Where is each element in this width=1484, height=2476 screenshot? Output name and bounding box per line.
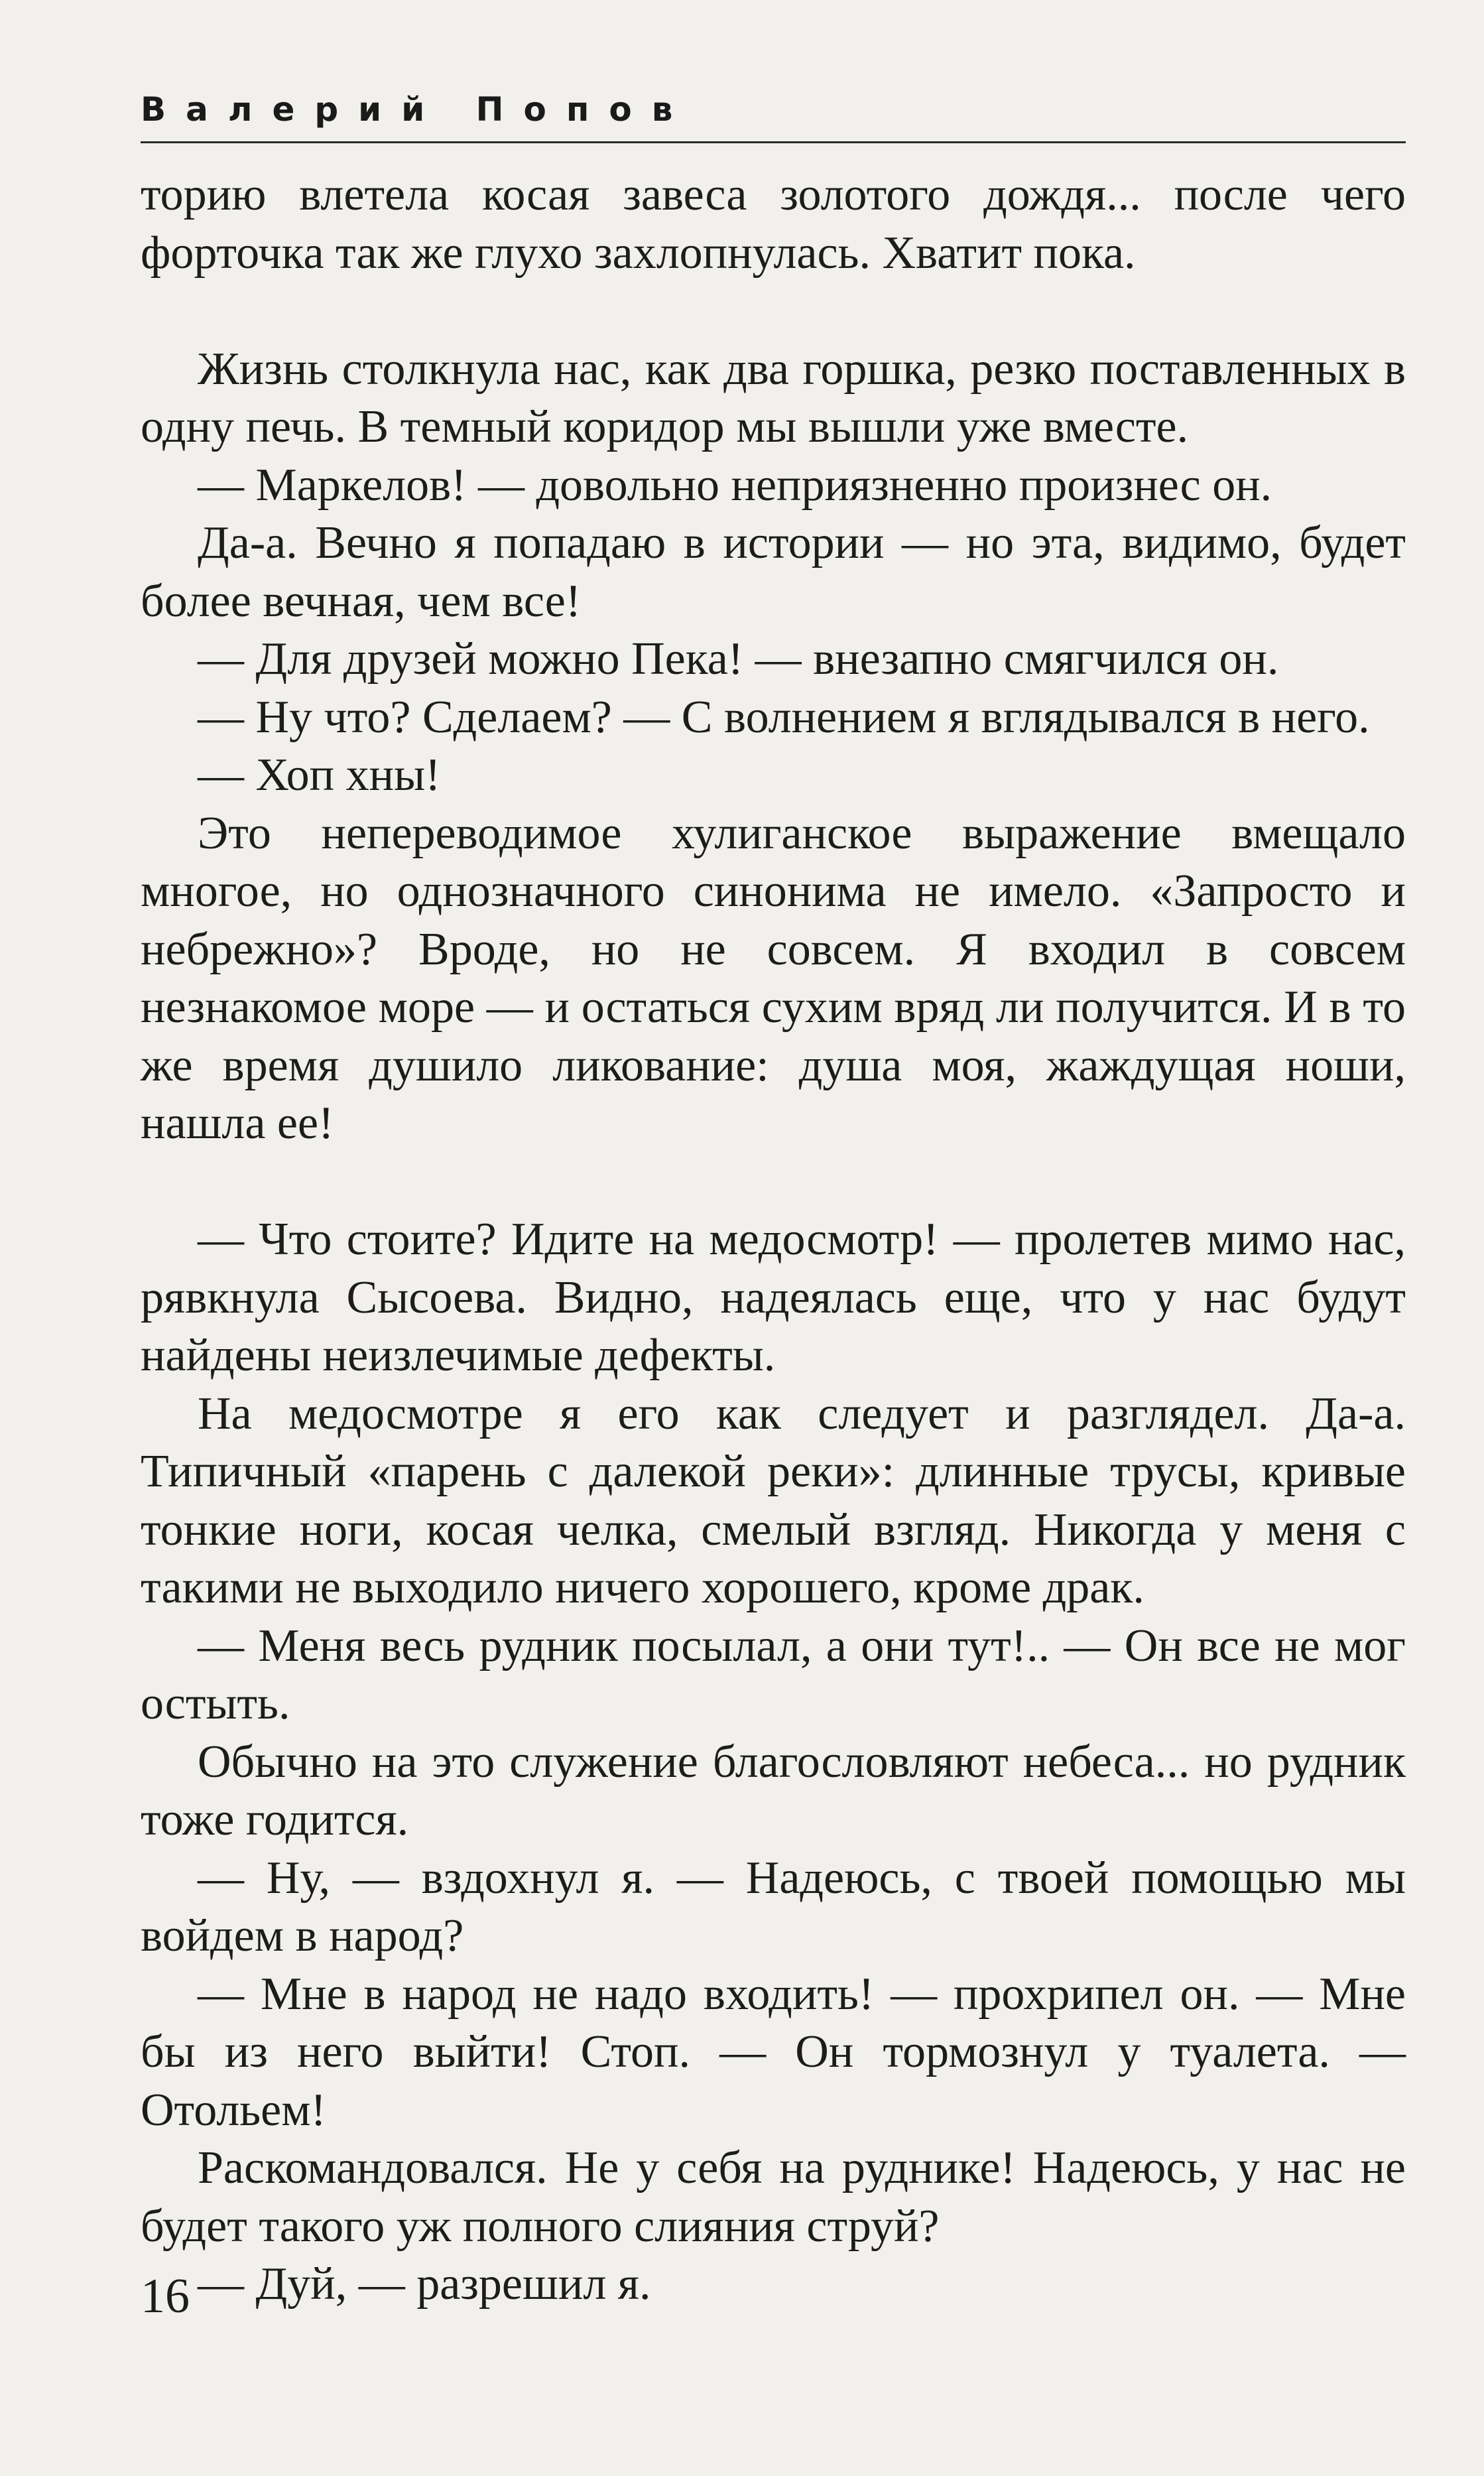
paragraph: — Ну что? Сделаем? — С волнением я вглядывался в него.	[198, 691, 1370, 743]
header-rule	[141, 141, 1406, 143]
section-break	[141, 1153, 1406, 1211]
paragraph: — Хоп хны!	[198, 749, 441, 801]
paragraph: На медосмотре я его как следует и разглядел. Да-а. Типичный «парень с далекой реки»: длинные трусы, кривые тонкие ноги, косая челка, смелый взгляд. Никогда у меня с такими не выходило ничего хорошего, кроме драк.	[141, 1388, 1406, 1613]
paragraph: Раскомандовался. Не у себя на руднике! Надеюсь, у нас не будет такого уж полного слияния струй?	[141, 2142, 1406, 2252]
body-text	[141, 166, 1406, 2313]
paragraph: Да-а. Вечно я попадаю в истории — но эта, видимо, будет более вечная, чем все!	[141, 517, 1406, 627]
paragraph: — Маркелов! — довольно неприязненно произнес он.	[198, 459, 1272, 511]
paragraph: — Что стоите? Идите на медосмотр! — пролетев мимо нас, рявкнула Сысоева. Видно, надеялась еще, что у нас будут найдены неизлечимые дефекты.	[141, 1214, 1406, 1381]
running-head-author: Валерий Попов	[141, 90, 693, 129]
section-break	[141, 282, 1406, 340]
paragraph: — Меня весь рудник посылал, а они тут!.. — Он все не мог остыть.	[141, 1620, 1406, 1729]
page-number: 16	[141, 2269, 190, 2323]
paragraph: торию влетела косая завеса золотого дождя... после чего форточка так же глухо захлопнулась. Хватит пока.	[141, 169, 1406, 279]
paragraph: — Ну, — вздохнул я. — Надеюсь, с твоей помощью мы войдем в народ?	[141, 1852, 1406, 1961]
paragraph: — Дуй, — разрешил я.	[198, 2258, 651, 2310]
paragraph: Это непереводимое хулиганское выражение вмещало многое, но однозначного синонима не имело. «Запросто и небрежно»? Вроде, но не совсем. Я входил в совсем незнакомое море — и остаться сухим вряд ли получится. И в то же время душило ликование: душа моя, жаждущая ноши, нашла ее!	[141, 807, 1406, 1149]
paragraph: Обычно на это служение благословляют небеса... но рудник тоже годится.	[141, 1736, 1406, 1845]
paragraph: — Мне в народ не надо входить! — прохрипел он. — Мне бы из него выйти! Стоп. — Он тормознул у туалета. — Отольем!	[141, 1968, 1406, 2136]
paragraph: Жизнь столкнула нас, как два горшка, резко поставленных в одну печь. В темный коридор мы вышли уже вместе.	[141, 343, 1406, 452]
paragraph: — Для друзей можно Пека! — внезапно смягчился он.	[198, 633, 1279, 684]
